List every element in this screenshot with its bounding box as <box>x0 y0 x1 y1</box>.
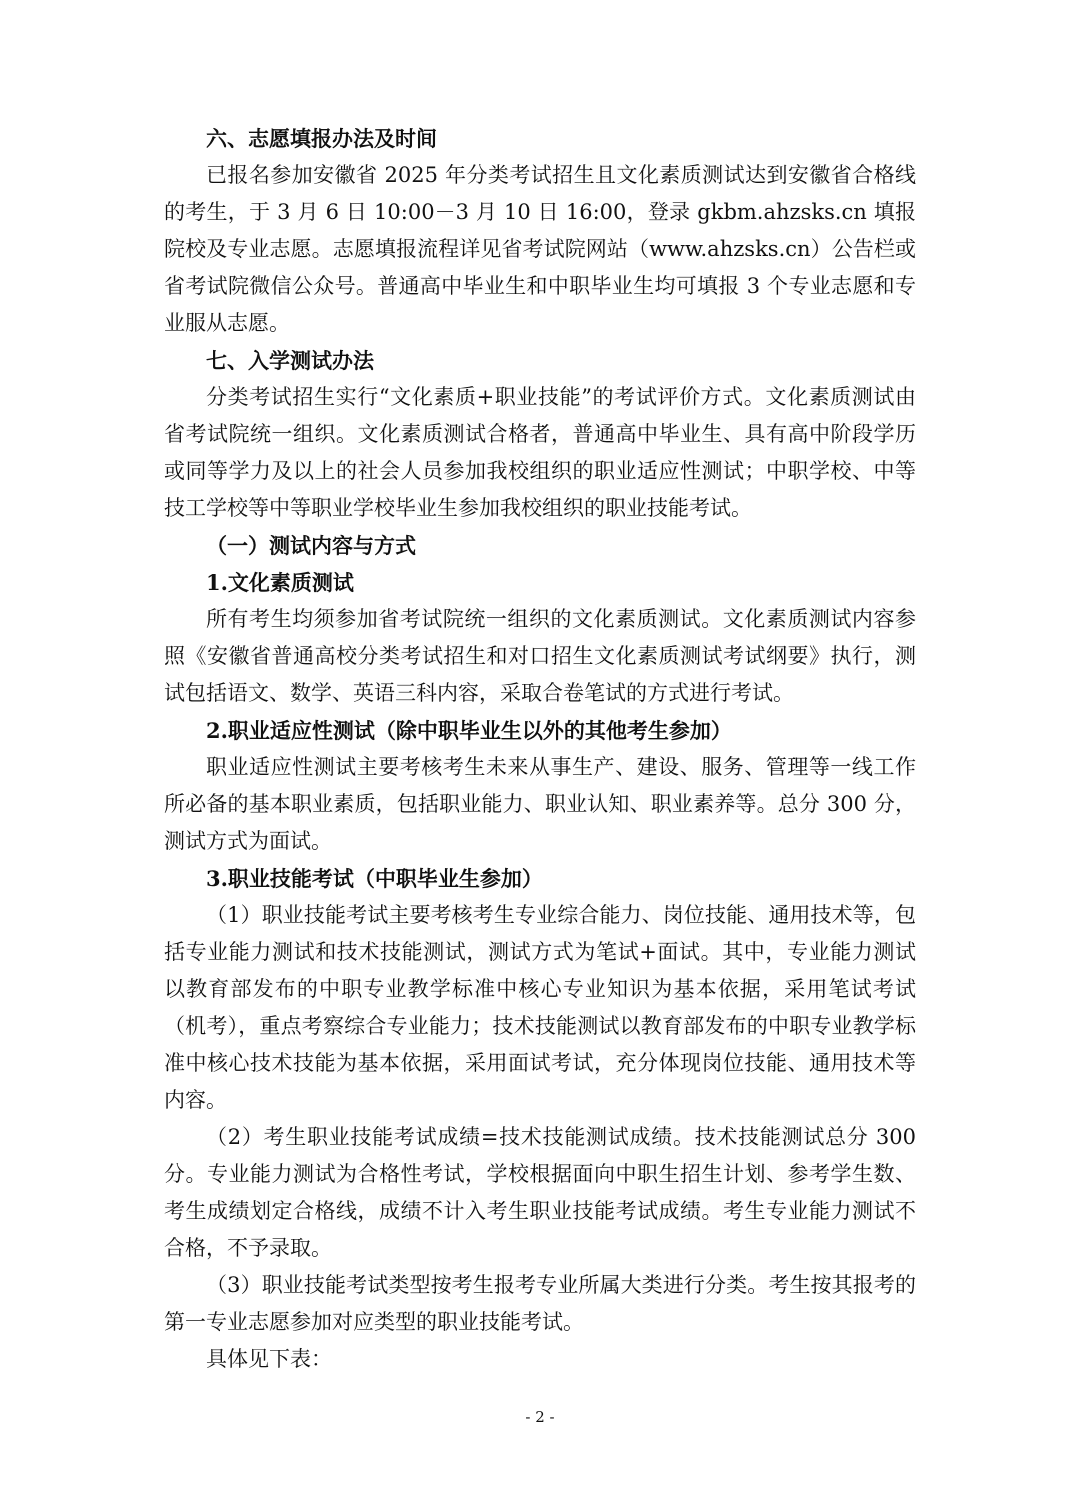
paragraph: 具体见下表： <box>206 1347 332 1371</box>
paragraph: 所有考生均须参加省考试院统一组织的文化素质测试。文化素质测试内容参照《安徽省普通高校分类考试招生和对口招生文化素质测试考试纲要》执行，测试包括语文、数学、英语三科内容，采取合卷笔试的方式进行考试。 <box>164 607 916 705</box>
paragraph: 分类考试招生实行“文化素质+职业技能”的考试评价方式。文化素质测试由省考试院统一组织。文化素质测试合格者，普通高中毕业生、具有高中阶段学历或同等学力及以上的社会人员参加我校组织的职业适应性测试；中职学校、中等技工学校等中等职业学校毕业生参加我校组织的职业技能考试。 <box>164 385 916 520</box>
paragraph: 职业适应性测试主要考核考生未来从事生产、建设、服务、管理等一线工作所必备的基本职业素质，包括职业能力、职业认知、职业素养等。总分 300 分，测试方式为面试。 <box>164 755 916 853</box>
paragraph: （2）考生职业技能考试成绩=技术技能测试成绩。技术技能测试总分 300 分。专业能力测试为合格性考试，学校根据面向中职生招生计划、参考学生数、考生成绩划定合格线，成绩不计入考生职业技能考试成绩。考生专业能力测试不合格，不予录取。 <box>164 1125 916 1260</box>
subsection-heading: （一）测试内容与方式 <box>206 533 416 558</box>
section-heading: 六、志愿填报办法及时间 <box>206 126 437 151</box>
subsection-heading: 3.职业技能考试（中职毕业生参加） <box>206 866 543 891</box>
paragraph: 已报名参加安徽省 2025 年分类考试招生且文化素质测试达到安徽省合格线的考生，于 3 月 6 日 10:00－3 月 10 日 16:00，登录 gkbm.ahzsks.cn 填报院校及专业志愿。志愿填报流程详见省考试院网站（www.ahzsks.cn）公告栏或省考试院微信公众号。普通高中毕业生和中职毕业生均可填报 3 个专业志愿和专业服从志愿。 <box>164 163 916 335</box>
subsection-heading: 2.职业适应性测试（除中职毕业生以外的其他考生参加） <box>206 718 732 743</box>
page-number: - 2 - <box>525 1408 555 1426</box>
section-heading: 七、入学测试办法 <box>206 348 374 373</box>
subsection-heading: 1.文化素质测试 <box>206 570 354 595</box>
paragraph: （1）职业技能考试主要考核考生专业综合能力、岗位技能、通用技术等，包括专业能力测试和技术技能测试，测试方式为笔试+面试。其中，专业能力测试以教育部发布的中职专业教学标准中核心专业知识为基本依据，采用笔试考试（机考），重点考察综合专业能力；技术技能测试以教育部发布的中职专业教学标准中核心技术技能为基本依据，采用面试考试，充分体现岗位技能、通用技术等内容。 <box>164 903 916 1112</box>
paragraph: （3）职业技能考试类型按考生报考专业所属大类进行分类。考生按其报考的第一专业志愿参加对应类型的职业技能考试。 <box>164 1273 916 1334</box>
document-body <box>164 120 916 1378</box>
